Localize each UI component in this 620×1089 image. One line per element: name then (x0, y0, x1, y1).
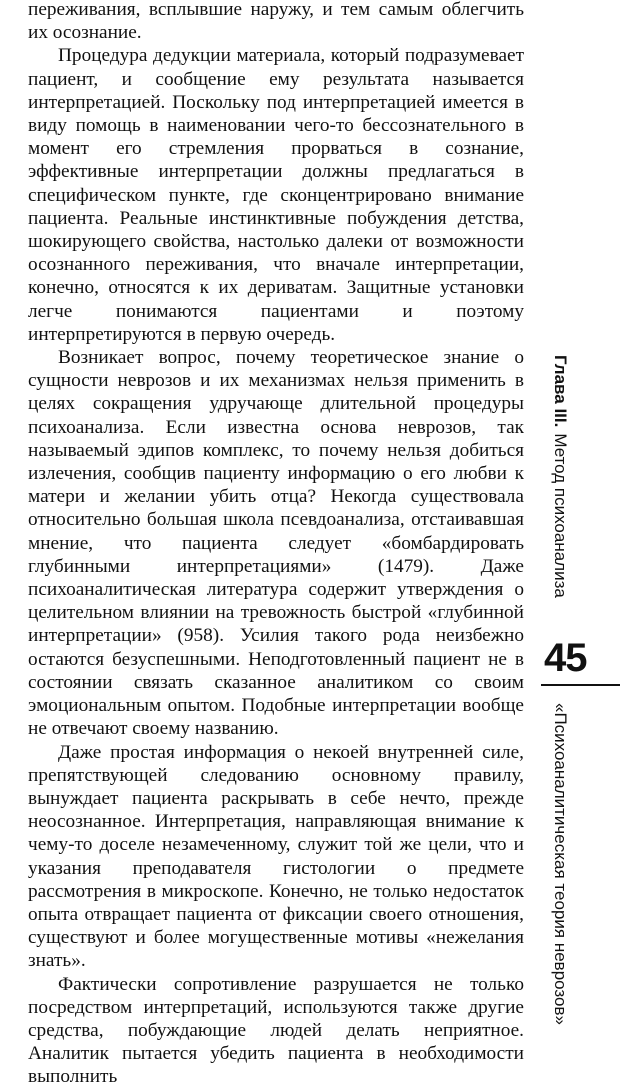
page-number-rule (541, 684, 620, 686)
paragraph-simple-information: Даже простая информация о некоей внутренней силе, препятствующей следованию основному правилу, вынуждает пациента раскрывать в себе нечто, прежде неосознанное. Интерпретация, направляющая внимание к чему-то доселе незамеченному, служит той же цели, что и указания преподавателя гистологии о предмете рассмотрения в микроскопе. Конечно, не только недостаток опыта отвращает пациента от фиксации своего отношения, существуют и более могущественные мотивы «нежелания знать». (28, 741, 524, 972)
paragraph-theoretical-knowledge: Возникает вопрос, почему теоретическое знание о сущности неврозов и их механизмах нельзя применить в целях сокращения удручающе длительной процедуры психоанализа. Если известна основа неврозов, так называемый эдипов комплекс, то почему нельзя добиться излечения, сообщив пациенту информацию о его любви к матери и желании убить отца? Некогда существовала относительно большая школа псевдоанализа, отстаивавшая мнение, что пациента следует «бомбардировать глубинными интерпретациями» (1479). Даже психоаналитическая литература содержит утверждения о целительном влиянии на тревожность быстрой «глубинной интерпретации» (958). Усилия такого рода неизбежно остаются безуспешными. Неподготовленный пациент не в состоянии связать сказанное аналитиком со своим эмоциональным опытом. Подобные интерпретации вообще не отвечают своему названию. (28, 347, 524, 740)
paragraph-continued: переживания, всплывшие наружу, и тем самым облегчить их осознание. (28, 0, 524, 44)
body-text (28, 0, 524, 1089)
paragraph-resistance: Фактически сопротивление разрушается не только посредством интерпретаций, используются также другие средства, побуждающие людей делать неприятное. Аналитик пытается убедить пациента в необходимости выполнить (28, 973, 524, 1088)
side-margin (532, 0, 620, 1008)
chapter-label: Глава III. (551, 355, 570, 428)
running-head (550, 355, 570, 598)
book-title: «Психоаналитическая теория неврозов» (551, 703, 570, 1025)
paragraph-interpretation: Процедура дедукции материала, который подразумевает пациент, и сообщение ему результата называется интерпретацией. Поскольку под интерпретацией имеется в виду помощь в наименовании чего-то бессознательного в момент его стремления прорваться в сознание, эффективные интерпретации должны предлагаться в специфическом пункте, где сконцентрировано внимание пациента. Реальные инстинктивные побуждения детства, шокирующего свойства, настолько далеки от возможности осознанного переживания, что вначале интерпретации, конечно, относятся к их дериватам. Защитные установки легче понимаются пациентами и поэтому интерпретируются в первую очередь. (28, 45, 524, 345)
chapter-topic: Метод психоанализа (551, 433, 570, 598)
page-number: 45 (544, 636, 587, 680)
